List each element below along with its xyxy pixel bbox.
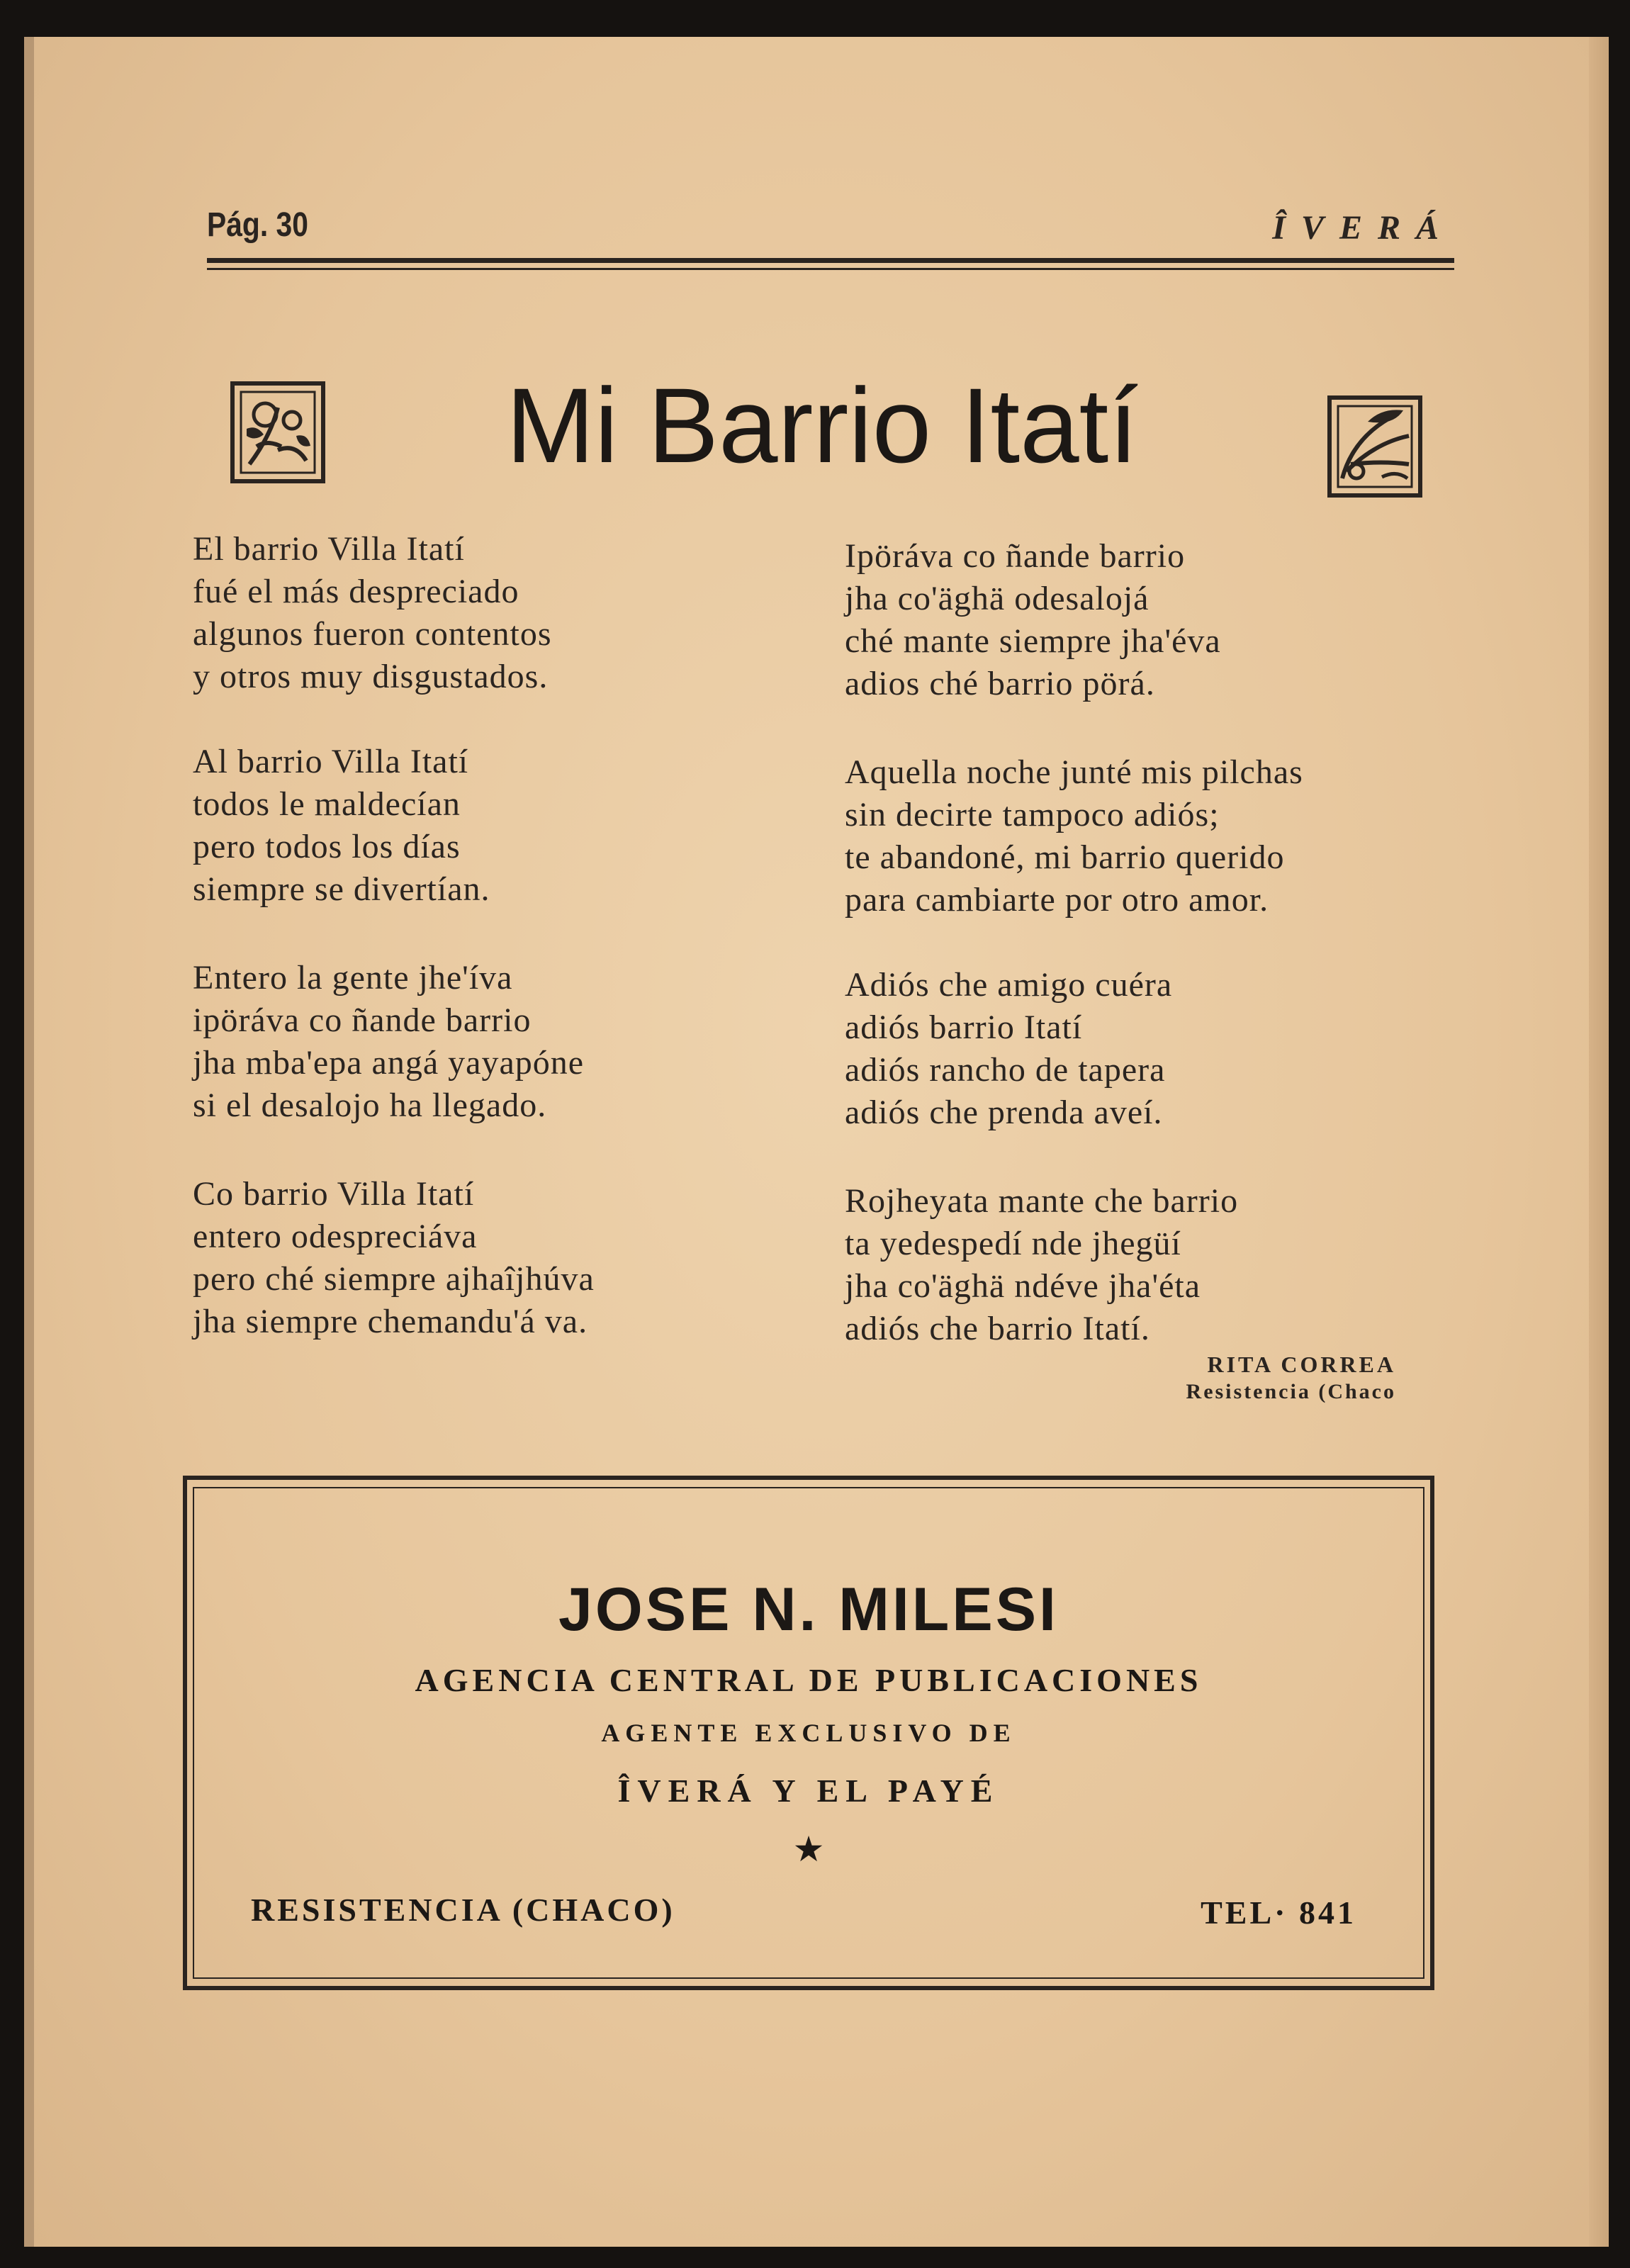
verse-line: Rojheyata mante che barrio	[845, 1182, 1239, 1220]
verse-line: para cambiarte por otro amor.	[845, 881, 1269, 919]
ad-phone: TEL· 841	[1201, 1894, 1356, 1931]
verse-line: ipöráva co ñande barrio	[193, 1001, 532, 1039]
verse-line: jha co'äghä odesalojá	[845, 580, 1150, 617]
left-stanza-2	[193, 741, 490, 911]
page-header	[207, 206, 1454, 255]
page-number: Pág. 30	[207, 206, 308, 244]
verse-line: Entero la gente jhe'íva	[193, 959, 513, 997]
verse-line: Ipöráva co ñande barrio	[845, 537, 1186, 575]
verse-line: adiós che barrio Itatí.	[845, 1310, 1150, 1347]
verse-line: pero todos los días	[193, 828, 461, 865]
left-stanza-1	[193, 528, 552, 698]
verse-line: todos le maldecían	[193, 785, 461, 823]
page-edge	[1589, 37, 1609, 2247]
verse-line: adios ché barrio pörá.	[845, 665, 1155, 702]
right-stanza-3	[845, 964, 1172, 1134]
ad-name: JOSE N. MILESI	[558, 1576, 1059, 1644]
verse-line: entero odespreciáva	[193, 1218, 478, 1255]
verse-line: si el desalojo ha llegado.	[193, 1087, 547, 1124]
verse-line: te abandoné, mi barrio querido	[845, 838, 1285, 876]
verse-line: adiós barrio Itatí	[845, 1009, 1083, 1046]
ad-line-agent: AGENTE EXCLUSIVO DE	[601, 1719, 1016, 1747]
verse-line: jha siempre chemandu'á va.	[193, 1303, 588, 1340]
author-place: Resistencia (Chaco	[1186, 1380, 1396, 1403]
header-rule-thin	[207, 268, 1454, 270]
article-title: Mi Barrio Itatí	[506, 366, 1138, 485]
right-stanza-4	[845, 1180, 1238, 1350]
verse-line: algunos fueron contentos	[193, 615, 552, 653]
verse-line: Aquella noche junté mis pilchas	[845, 753, 1303, 791]
advertisement-box	[183, 1476, 1434, 1990]
verse-line: Co barrio Villa Itatí	[193, 1175, 475, 1213]
journal-name: ÎVERÁ	[1272, 209, 1454, 247]
left-stanza-4	[193, 1173, 595, 1343]
star-icon: ★	[792, 1829, 825, 1870]
left-stanza-3	[193, 957, 584, 1127]
verse-line: fué el más despreciado	[193, 573, 519, 610]
verse-line: jha co'äghä ndéve jha'éta	[845, 1267, 1201, 1305]
floral-ornament-left-icon	[228, 379, 327, 485]
verse-line: El barrio Villa Itatí	[193, 530, 465, 568]
ad-line-agency: AGENCIA CENTRAL DE PUBLICACIONES	[415, 1662, 1203, 1698]
verse-line: Adiós che amigo cuéra	[845, 966, 1173, 1004]
header-rule-thick	[207, 258, 1454, 263]
verse-line: adiós rancho de tapera	[845, 1051, 1166, 1089]
verse-line: pero ché siempre ajhaîjhúva	[193, 1260, 595, 1298]
right-stanza-1	[845, 535, 1221, 705]
verse-line: adiós che prenda aveí.	[845, 1094, 1163, 1131]
verse-line: y otros muy disgustados.	[193, 658, 549, 695]
verse-line: jha mba'epa angá yayapóne	[193, 1044, 585, 1082]
verse-line: Al barrio Villa Itatí	[193, 743, 469, 780]
verse-line: siempre se divertían.	[193, 870, 490, 908]
author-signature	[1186, 1350, 1396, 1405]
floral-ornament-right-icon	[1325, 393, 1424, 500]
verse-line: ta yedespedí nde jhegüí	[845, 1225, 1181, 1262]
verse-line: ché mante siempre jha'éva	[845, 622, 1221, 660]
ad-line-publications: ÎVERÁ Y EL PAYÉ	[617, 1773, 1000, 1809]
right-stanza-2	[845, 751, 1303, 921]
ad-city: RESISTENCIA (CHACO)	[251, 1892, 675, 1928]
author-name: RITA CORREA	[1207, 1352, 1396, 1377]
verse-line: sin decirte tampoco adiós;	[845, 796, 1220, 833]
